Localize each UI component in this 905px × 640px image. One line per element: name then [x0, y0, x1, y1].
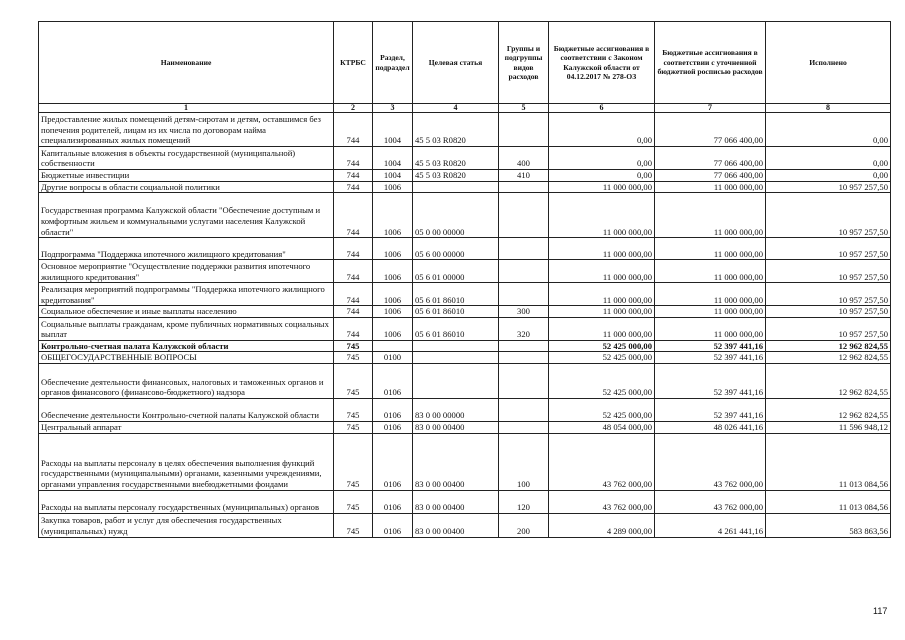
row-executed-amount: 11 013 084,56: [766, 490, 891, 513]
row-law-amount: 11 000 000,00: [549, 181, 655, 193]
row-name: Капитальные вложения в объекты государственной (муниципальной) собственности: [39, 147, 334, 170]
row-group: [499, 421, 549, 433]
row-group: 200: [499, 513, 549, 537]
row-executed-amount: 10 957 257,50: [766, 181, 891, 193]
row-group: 400: [499, 147, 549, 170]
row-name: Обеспечение деятельности финансовых, налоговых и таможенных органов и органов финансового (финансово-бюджетного) надзора: [39, 363, 334, 398]
row-updated-amount: 52 397 441,16: [655, 398, 766, 421]
row-target: [413, 340, 499, 352]
row-executed-amount: 10 957 257,50: [766, 260, 891, 283]
row-executed-amount: 12 962 824,55: [766, 363, 891, 398]
row-section: 1006: [373, 238, 413, 260]
row-ktrbs: 744: [334, 317, 373, 340]
row-executed-amount: 12 962 824,55: [766, 398, 891, 421]
row-section: 0106: [373, 398, 413, 421]
row-target: [413, 181, 499, 193]
row-ktrbs: 745: [334, 352, 373, 364]
row-updated-amount: 11 000 000,00: [655, 238, 766, 260]
row-name: ОБЩЕГОСУДАРСТВЕННЫЕ ВОПРОСЫ: [39, 352, 334, 364]
row-law-amount: 0,00: [549, 147, 655, 170]
row-updated-amount: 77 066 400,00: [655, 113, 766, 147]
row-executed-amount: 0,00: [766, 170, 891, 182]
row-section: 0100: [373, 352, 413, 364]
row-executed-amount: 10 957 257,50: [766, 238, 891, 260]
row-updated-amount: 43 762 000,00: [655, 490, 766, 513]
row-section: 1006: [373, 283, 413, 306]
row-ktrbs: 745: [334, 433, 373, 490]
row-executed-amount: 10 957 257,50: [766, 283, 891, 306]
row-executed-amount: 10 957 257,50: [766, 193, 891, 238]
header-target: Целевая статья: [413, 22, 499, 104]
row-law-amount: 52 425 000,00: [549, 363, 655, 398]
row-updated-amount: 11 000 000,00: [655, 181, 766, 193]
row-name: Расходы на выплаты персоналу в целях обеспечения выполнения функций государственными (муниципальными) органами, казенными учреждениями, органами управления государственными внебюджетными фондами: [39, 433, 334, 490]
column-number: 5: [499, 104, 549, 113]
row-updated-amount: 11 000 000,00: [655, 283, 766, 306]
row-section: 0106: [373, 490, 413, 513]
row-executed-amount: 11 013 084,56: [766, 433, 891, 490]
row-executed-amount: 0,00: [766, 147, 891, 170]
row-updated-amount: 52 397 441,16: [655, 340, 766, 352]
row-name: Обеспечение деятельности Контрольно-счетной палаты Калужской области: [39, 398, 334, 421]
row-section: 1006: [373, 317, 413, 340]
row-updated-amount: 11 000 000,00: [655, 193, 766, 238]
row-name: Реализация мероприятий подпрограммы "Поддержка ипотечного жилищного кредитования": [39, 283, 334, 306]
header-groups: Группы и подгруппы видов расходов: [499, 22, 549, 104]
row-executed-amount: 583 863,56: [766, 513, 891, 537]
row-ktrbs: 745: [334, 513, 373, 537]
row-section: 0106: [373, 513, 413, 537]
row-name: Социальное обеспечение и иные выплаты населению: [39, 306, 334, 318]
row-group: [499, 260, 549, 283]
row-group: [499, 113, 549, 147]
table-row: [39, 260, 891, 283]
row-group: [499, 340, 549, 352]
table-row: [39, 398, 891, 421]
row-law-amount: 11 000 000,00: [549, 317, 655, 340]
row-updated-amount: 77 066 400,00: [655, 170, 766, 182]
row-group: [499, 363, 549, 398]
column-number: 4: [413, 104, 499, 113]
row-updated-amount: 43 762 000,00: [655, 433, 766, 490]
row-section: 0106: [373, 433, 413, 490]
row-target: 05 0 00 00000: [413, 193, 499, 238]
column-number: 1: [39, 104, 334, 113]
row-group: [499, 238, 549, 260]
row-updated-amount: 48 026 441,16: [655, 421, 766, 433]
row-group: [499, 283, 549, 306]
table-row: [39, 113, 891, 147]
row-ktrbs: 745: [334, 363, 373, 398]
table-row: [39, 317, 891, 340]
row-group: [499, 352, 549, 364]
row-ktrbs: 745: [334, 340, 373, 352]
row-law-amount: 11 000 000,00: [549, 238, 655, 260]
row-updated-amount: 52 397 441,16: [655, 363, 766, 398]
header-section: Раздел, подраздел: [373, 22, 413, 104]
row-group: [499, 398, 549, 421]
row-ktrbs: 745: [334, 490, 373, 513]
row-section: 1006: [373, 193, 413, 238]
row-law-amount: 11 000 000,00: [549, 283, 655, 306]
header-name: Наименование: [39, 22, 334, 104]
table-row: [39, 433, 891, 490]
row-updated-amount: 11 000 000,00: [655, 317, 766, 340]
row-ktrbs: 744: [334, 181, 373, 193]
budget-table: [38, 21, 891, 538]
table-row: [39, 306, 891, 318]
row-name: Закупка товаров, работ и услуг для обеспечения государственных (муниципальных) нужд: [39, 513, 334, 537]
row-law-amount: 43 762 000,00: [549, 433, 655, 490]
row-name: Центральный аппарат: [39, 421, 334, 433]
row-law-amount: 52 425 000,00: [549, 398, 655, 421]
page-number: 117: [873, 606, 888, 616]
row-section: 1006: [373, 260, 413, 283]
row-ktrbs: 744: [334, 113, 373, 147]
table-row: [39, 363, 891, 398]
row-ktrbs: 744: [334, 260, 373, 283]
row-executed-amount: 12 962 824,55: [766, 352, 891, 364]
row-target: 83 0 00 00400: [413, 421, 499, 433]
row-executed-amount: 10 957 257,50: [766, 306, 891, 318]
row-target: 83 0 00 00000: [413, 398, 499, 421]
row-updated-amount: 77 066 400,00: [655, 147, 766, 170]
row-name: Предоставление жилых помещений детям-сиротам и детям, оставшимся без попечения родителей, лицам из их числа по договорам найма специализированных жилых помещений: [39, 113, 334, 147]
column-number-row: [39, 104, 891, 113]
row-group: 100: [499, 433, 549, 490]
row-law-amount: 4 289 000,00: [549, 513, 655, 537]
row-section: 0106: [373, 363, 413, 398]
row-executed-amount: 11 596 948,12: [766, 421, 891, 433]
row-section: [373, 340, 413, 352]
row-target: 83 0 00 00400: [413, 490, 499, 513]
header-updated: Бюджетные ассигнования в соответствии с уточненной бюджетной росписью расходов: [655, 22, 766, 104]
row-section: 0106: [373, 421, 413, 433]
row-name: Государственная программа Калужской области "Обеспечение доступным и комфортным жильем и коммунальными услугами населения Калужской области": [39, 193, 334, 238]
row-name: Подпрограмма "Поддержка ипотечного жилищного кредитования": [39, 238, 334, 260]
row-target: 05 6 01 00000: [413, 260, 499, 283]
row-ktrbs: 744: [334, 306, 373, 318]
row-name: Контрольно-счетная палата Калужской области: [39, 340, 334, 352]
column-number: 6: [549, 104, 655, 113]
row-section: 1004: [373, 170, 413, 182]
row-ktrbs: 744: [334, 283, 373, 306]
row-law-amount: 48 054 000,00: [549, 421, 655, 433]
row-section: 1004: [373, 113, 413, 147]
row-target: 45 5 03 R0820: [413, 113, 499, 147]
table-row: [39, 170, 891, 182]
column-number: 8: [766, 104, 891, 113]
table-row: [39, 352, 891, 364]
row-target: [413, 363, 499, 398]
column-number: 3: [373, 104, 413, 113]
row-target: 05 6 01 86010: [413, 306, 499, 318]
table-row: [39, 193, 891, 238]
row-target: 83 0 00 00400: [413, 433, 499, 490]
row-executed-amount: 12 962 824,55: [766, 340, 891, 352]
row-target: 05 6 00 00000: [413, 238, 499, 260]
row-ktrbs: 744: [334, 147, 373, 170]
row-section: 1006: [373, 306, 413, 318]
header-law: Бюджетные ассигнования в соответствии с Законом Калужской области от 04.12.2017 № 278-ОЗ: [549, 22, 655, 104]
row-target: 05 6 01 86010: [413, 317, 499, 340]
table-row: [39, 147, 891, 170]
row-ktrbs: 745: [334, 398, 373, 421]
row-law-amount: 52 425 000,00: [549, 352, 655, 364]
row-section: 1006: [373, 181, 413, 193]
row-law-amount: 11 000 000,00: [549, 193, 655, 238]
row-target: 83 0 00 00400: [413, 513, 499, 537]
row-ktrbs: 744: [334, 193, 373, 238]
row-law-amount: 0,00: [549, 113, 655, 147]
table-row: [39, 238, 891, 260]
row-updated-amount: 11 000 000,00: [655, 260, 766, 283]
table-row: [39, 181, 891, 193]
row-law-amount: 52 425 000,00: [549, 340, 655, 352]
header-ktrbs: КТРБС: [334, 22, 373, 104]
row-section: 1004: [373, 147, 413, 170]
header-row: [39, 22, 891, 104]
row-executed-amount: 10 957 257,50: [766, 317, 891, 340]
row-updated-amount: 11 000 000,00: [655, 306, 766, 318]
row-name: Расходы на выплаты персоналу государственных (муниципальных) органов: [39, 490, 334, 513]
row-law-amount: 11 000 000,00: [549, 306, 655, 318]
row-group: 300: [499, 306, 549, 318]
row-group: [499, 181, 549, 193]
column-number: 7: [655, 104, 766, 113]
table-row: [39, 513, 891, 537]
row-group: 120: [499, 490, 549, 513]
row-group: [499, 193, 549, 238]
row-group: 410: [499, 170, 549, 182]
row-name: Основное мероприятие "Осуществление поддержки развития ипотечного жилищного кредитования": [39, 260, 334, 283]
row-law-amount: 0,00: [549, 170, 655, 182]
row-law-amount: 43 762 000,00: [549, 490, 655, 513]
row-updated-amount: 4 261 441,16: [655, 513, 766, 537]
row-target: [413, 352, 499, 364]
table-row: [39, 340, 891, 352]
row-target: 45 5 03 R0820: [413, 170, 499, 182]
table-row: [39, 421, 891, 433]
column-number: 2: [334, 104, 373, 113]
table-row: [39, 490, 891, 513]
row-ktrbs: 744: [334, 238, 373, 260]
row-target: 45 5 03 R0820: [413, 147, 499, 170]
row-name: Бюджетные инвестиции: [39, 170, 334, 182]
row-name: Другие вопросы в области социальной политики: [39, 181, 334, 193]
row-executed-amount: 0,00: [766, 113, 891, 147]
row-updated-amount: 52 397 441,16: [655, 352, 766, 364]
row-target: 05 6 01 86010: [413, 283, 499, 306]
header-executed: Исполнено: [766, 22, 891, 104]
row-ktrbs: 745: [334, 421, 373, 433]
row-law-amount: 11 000 000,00: [549, 260, 655, 283]
table-row: [39, 283, 891, 306]
row-ktrbs: 744: [334, 170, 373, 182]
row-group: 320: [499, 317, 549, 340]
row-name: Социальные выплаты гражданам, кроме публичных нормативных социальных выплат: [39, 317, 334, 340]
